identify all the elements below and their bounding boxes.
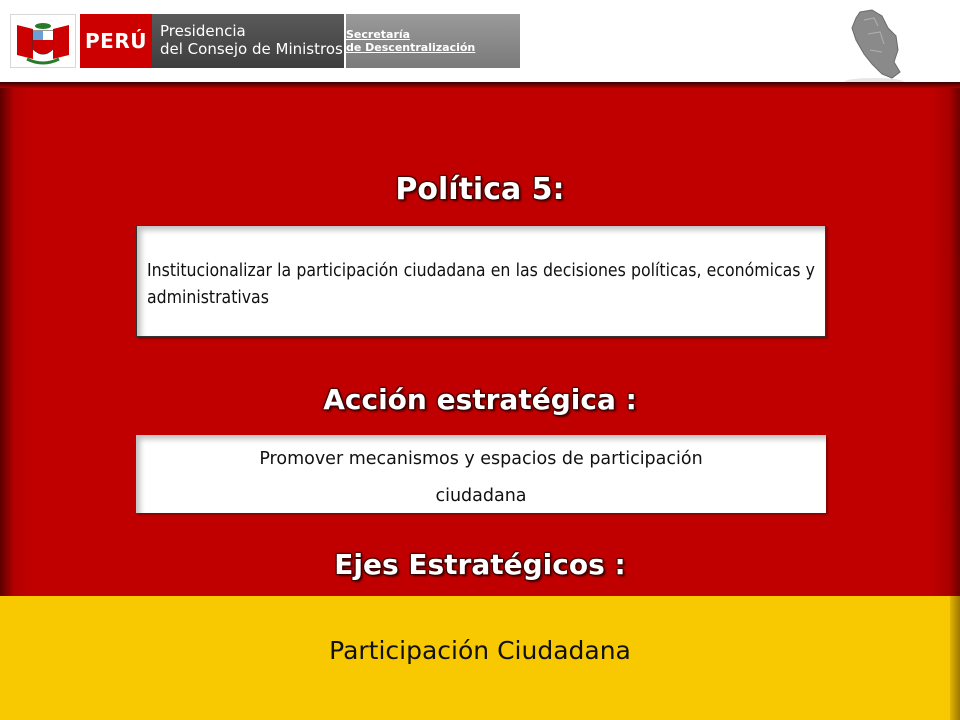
pcm-label (152, 14, 344, 68)
action-text (156, 441, 806, 515)
coat-of-arms-icon (10, 14, 76, 68)
action-heading: Acción estratégica : (323, 383, 637, 416)
policy-box (136, 225, 826, 337)
action-line-1: Promover mecanismos y espacios de participación (259, 449, 703, 469)
peru-label: PERÚ (80, 14, 152, 68)
pcm-line-2: del Consejo de Ministros (160, 40, 343, 58)
action-box (136, 435, 826, 513)
axes-heading: Ejes Estratégicos : (334, 548, 626, 581)
action-line-2: ciudadana (435, 486, 527, 506)
axis-text: Participación Ciudadana (329, 636, 631, 665)
secretaria-label (346, 14, 526, 68)
government-logo (10, 14, 520, 68)
sec-line-1: Secretaría (346, 28, 411, 41)
peru-map-icon (838, 6, 910, 90)
header-band (0, 0, 960, 82)
sec-line-2: de Descentralización (346, 41, 476, 54)
red-background (0, 82, 960, 602)
policy-text: Institucionalizar la participación ciudadana en las decisiones políticas, económicas y administrativas (147, 261, 815, 308)
pcm-line-1: Presidencia (160, 22, 246, 40)
red-top-shadow (0, 82, 960, 88)
policy-heading: Política 5: (395, 172, 565, 207)
